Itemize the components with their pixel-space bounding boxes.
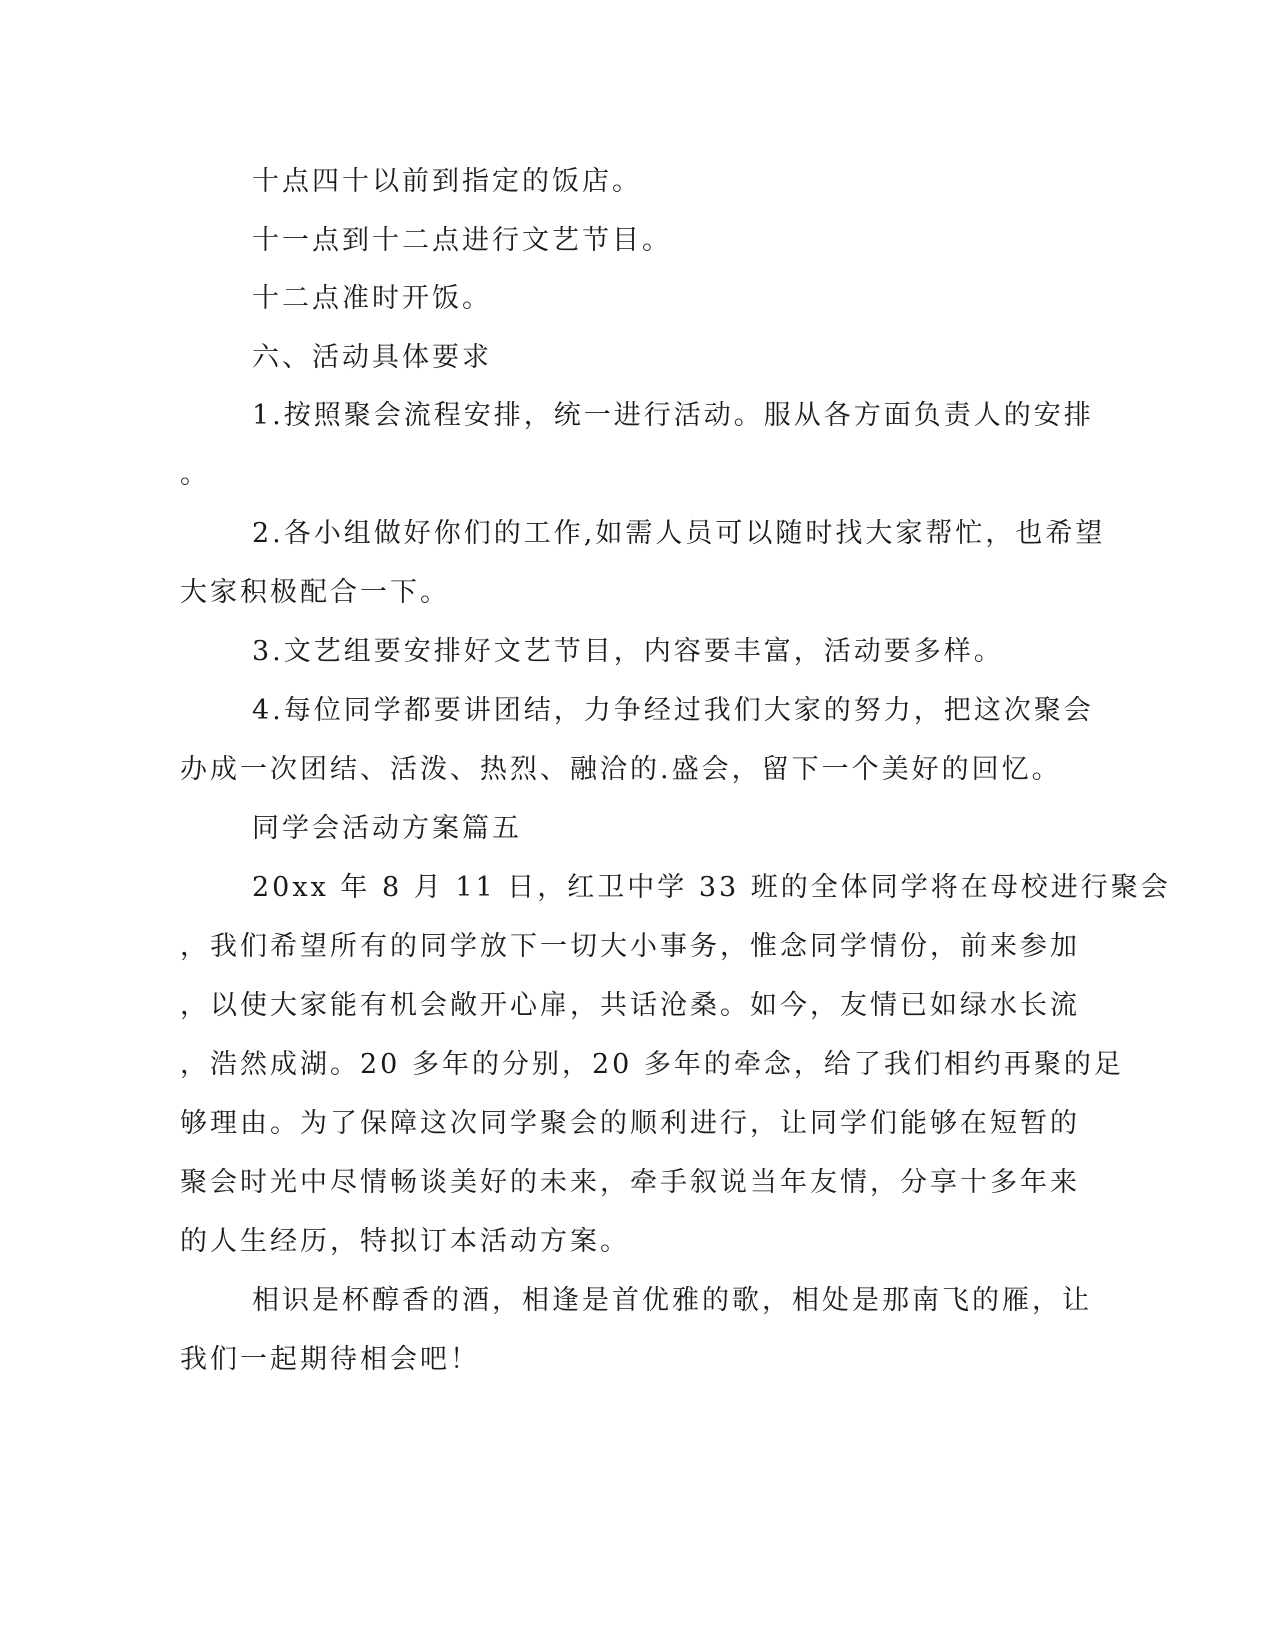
- text-line: ，浩然成湖。20 多年的分别，20 多年的牵念，给了我们相约再聚的足: [180, 1049, 1124, 1080]
- text-line: 1.按照聚会流程安排，统一进行活动。服从各方面负责人的安排: [252, 400, 1094, 431]
- section-heading: 同学会活动方案篇五: [252, 813, 522, 844]
- text-line: 2.各小组做好你们的工作,如需人员可以随时找大家帮忙，也希望: [252, 518, 1106, 549]
- text-line: 。: [180, 459, 210, 490]
- text-line: 的人生经历，特拟订本活动方案。: [180, 1226, 630, 1257]
- text-line: 4.每位同学都要讲团结，力争经过我们大家的努力，把这次聚会: [252, 695, 1094, 726]
- text-line: 20xx 年 8 月 11 日，红卫中学 33 班的全体同学将在母校进行聚会: [252, 872, 1171, 903]
- text-line: 十点四十以前到指定的饭店。: [252, 166, 642, 197]
- text-line: 十一点到十二点进行文艺节目。: [252, 225, 672, 256]
- text-line: 办成一次团结、活泼、热烈、融洽的.盛会，留下一个美好的回忆。: [180, 754, 1062, 785]
- text-line: ，以使大家能有机会敞开心扉，共话沧桑。如今，友情已如绿水长流: [180, 990, 1080, 1021]
- text-line: 3.文艺组要安排好文艺节目，内容要丰富，活动要多样。: [252, 636, 1004, 667]
- text-line: 我们一起期待相会吧！: [180, 1344, 480, 1375]
- text-line: 十二点准时开饭。: [252, 283, 492, 314]
- text-line: 够理由。为了保障这次同学聚会的顺利进行，让同学们能够在短暂的: [180, 1108, 1080, 1139]
- text-line: 大家积极配合一下。: [180, 577, 450, 608]
- text-line: 聚会时光中尽情畅谈美好的未来，牵手叙说当年友情，分享十多年来: [180, 1167, 1080, 1198]
- section-heading: 六、活动具体要求: [252, 342, 492, 373]
- text-line: ，我们希望所有的同学放下一切大小事务，惟念同学情份，前来参加: [180, 931, 1080, 962]
- text-line: 相识是杯醇香的酒，相逢是首优雅的歌，相处是那南飞的雁，让: [252, 1285, 1092, 1316]
